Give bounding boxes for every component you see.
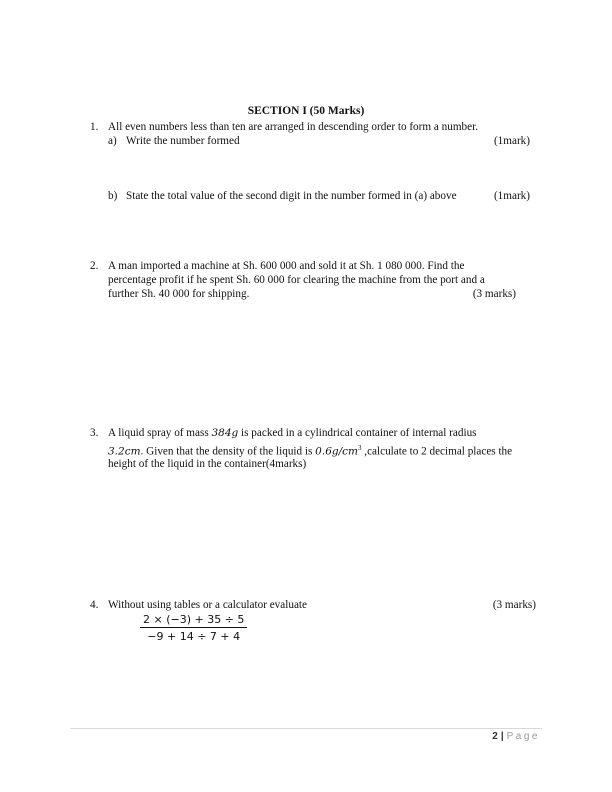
text-fragment: ,calculate to 2 decimal places the [361,445,513,458]
text-fragment: is packed in a cylindrical container of internal radius [238,427,477,439]
question-text: Without using tables or a calculator evaluate [108,599,307,611]
text-fragment: . Given that the density of the liquid is [140,445,316,458]
marks-label: (1mark) [493,135,530,147]
marks-label: (3 marks) [472,288,516,300]
part-text: Write the number formed [126,135,240,147]
footer-separator: | [500,731,504,742]
question-text-line: height of the liquid in the container(4marks) [108,458,307,470]
question-number: 3. [90,427,99,439]
fraction-expression [140,613,247,643]
question-text-line: percentage profit if he spent Sh. 60 000 for clearing the machine from the port and a [108,274,485,286]
marks-label: (1mark) [493,190,530,202]
page-word: Page [506,731,540,742]
math-radius: 3.2cm [108,445,141,458]
fraction-numerator: 2 × (−3) + 35 ÷ 5 [140,613,247,628]
question-number: 1. [90,121,99,133]
section-title: SECTION I (50 Marks) [247,105,365,117]
question-text: All even numbers less than ten are arranged in descending order to form a number. [108,121,478,133]
question-text-line [108,426,477,440]
fraction-denominator: −9 + 14 ÷ 7 + 4 [147,630,241,643]
question-number: 4. [90,599,99,611]
question-text-line: A man imported a machine at Sh. 600 000 and sold it at Sh. 1 080 000. Find the [108,260,465,272]
question-number: 2. [90,260,99,272]
math-density: 0.6g/cm [315,445,358,458]
question-text-line: further Sh. 40 000 for shipping. [108,288,250,300]
marks-label: (3 marks) [492,599,536,611]
footer-divider [70,728,542,729]
part-label: a) [108,135,117,147]
part-text: State the total value of the second digit in the number formed in (a) above [126,190,457,202]
part-label: b) [108,190,118,202]
page-number: 2 [492,731,498,742]
text-fragment: A liquid spray of mass [108,427,212,439]
page-footer [492,731,540,742]
math-mass: 384g [211,427,239,439]
density-exponent: 3 [357,444,362,452]
